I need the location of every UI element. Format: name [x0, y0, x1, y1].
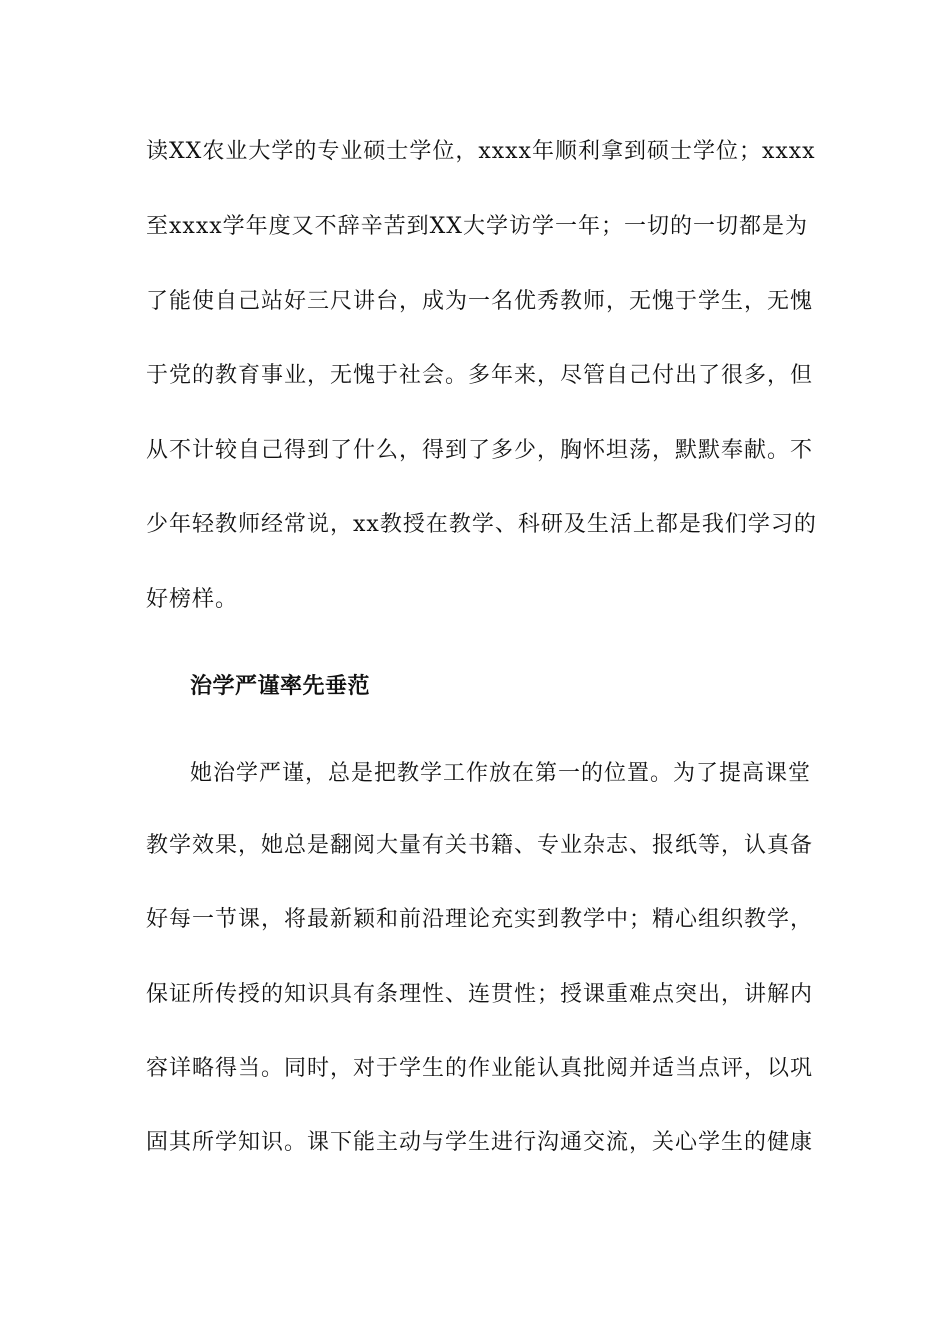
paragraph-line: 于党的教育事业，无愧于社会。多年来，尽管自己付出了很多，但 — [146, 363, 814, 388]
paragraph-line: 了能使自己站好三尺讲台，成为一名优秀教师，无愧于学生，无愧 — [146, 289, 814, 314]
paragraph-line: 固其所学知识。课下能主动与学生进行沟通交流，关心学生的健康 — [146, 1130, 814, 1155]
paragraph-line: 教学效果，她总是翻阅大量有关书籍、专业杂志、报纸等，认真备 — [146, 833, 814, 858]
paragraph-line: 好榜样。 — [146, 587, 239, 612]
paragraph-line: 她治学严谨，总是把教学工作放在第一的位置。为了提高课堂 — [190, 761, 812, 786]
paragraph-line: 读XX农业大学的专业硕士学位，xxxx年顺利拿到硕士学位；xxxx — [146, 139, 816, 164]
paragraph-line: 好每一节课，将最新颖和前沿理论充实到教学中；精心组织教学， — [146, 907, 814, 932]
paragraph-line: 保证所传授的知识具有条理性、连贯性；授课重难点突出，讲解内 — [146, 982, 814, 1007]
paragraph-line: 从不计较自己得到了什么，得到了多少，胸怀坦荡，默默奉献。不 — [146, 438, 814, 463]
section-heading: 治学严谨率先垂范 — [190, 674, 371, 699]
paragraph-line: 至xxxx学年度又不辞辛苦到XX大学访学一年；一切的一切都是为 — [146, 214, 808, 239]
paragraph-line: 少年轻教师经常说，xx教授在教学、科研及生活上都是我们学习的 — [146, 512, 817, 537]
paragraph-line: 容详略得当。同时，对于学生的作业能认真批阅并适当点评，以巩 — [146, 1056, 814, 1081]
